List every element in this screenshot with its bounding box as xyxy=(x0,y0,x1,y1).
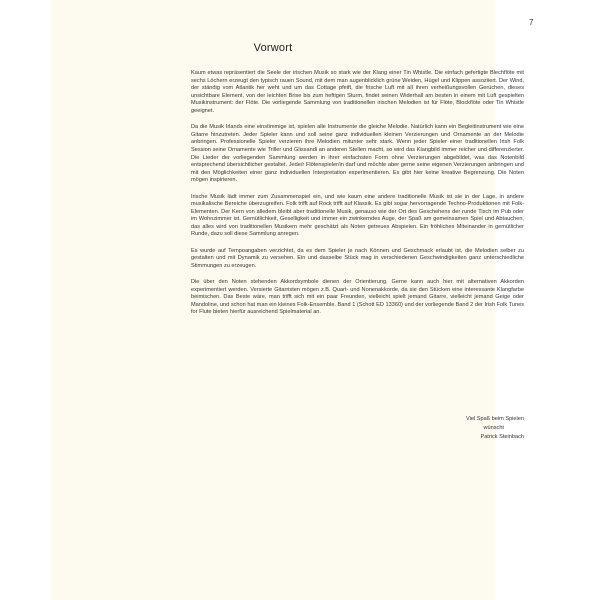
signature-wish: wünscht xyxy=(483,424,504,431)
book-page xyxy=(51,0,534,600)
page-title: Vorwort xyxy=(253,42,293,54)
page-number: 7 xyxy=(529,18,534,27)
paragraph: Kaum etwas repräsentiert die Seele der irischen Musik so stark wie der Klang einer Tin Whistle. Die einfach gefertigte Blechflöte mit sechs Löchern erzeugt den typisch rauen Sound, mit dem man augenblicklich grüne Weiden, Hügel und Klippen assoziiert. Der Wind, der ständig vom Atlantik her weht und um das Cottage pfeift, die frische Luft mit all ihren verheißungsvollen Gerüchen, dieses unsichtbare Element, von der leichten Brise bis zum heftigen Sturm, findet seinen Widerhall am besten in einem mit Luft gespielten Musikinstrument: der Flöte. Die vorliegende Sammlung von traditionellen irischen Melodien ist für Flöte, Blockflöte oder Tin Whistle geeignet. xyxy=(191,70,524,114)
preface-body xyxy=(191,70,524,326)
paragraph: Die über den Noten stehenden Akkordsymbole dienen der Orientierung. Gerne kann auch hier mit alternativen Akkorden experimentiert werden. Versierte Gitarristen mögen z.B. Quart- und Nonenakkorde, da sie den Stücken eine interessante Klangfarbe beimischen. Das Beste wäre, man trifft sich mit ein paar Freunden, vielleicht spielt jemand Gitarre, vielleicht jemand Geige oder Mandoline, und schon hat man ein kleines Folk-Ensemble. Band 1 (Schott ED 13360) und der vorliegende Band 2 der Irish Folk Tunes for Flute bieten hierfür ausreichend Spielmaterial an. xyxy=(191,279,524,316)
paragraph: Da die Musik Irlands eine einstimmige ist, spielen alle Instrumente die gleiche Melodie. Natürlich kann ein Begleitinstrument wie eine Gitarre hinzutreten. Jeder Spieler kann und soll seine ganz individuellen kleinen Verzierungen und Ornamente an der Melodie anbringen. Professionelle Spieler verzieren ihre Melodien mitunter sehr stark. Wenn jeder Spieler einer traditionellen Irish Folk Session seine Ornamente wie Triller und Glissandi an anderen Stellen macht, so wird das Klangbild immer reicher und differenzierter. Die Lieder der vorliegenden Sammlung werden in ihrer einfachsten Form ohne Verzierungen abgebildet, was das Notenbild entsprechend übersichtlicher gestaltet. Jede/r Flötenspieler/in darf und möchte aber gerne seine eigenen Verzierungen anbringen und mit den Möglichkeiten einer ganz individuellen Interpretation experimentieren. Es gibt hier keine kreative Begrenzung. Die Noten mögen inspirieren. xyxy=(191,124,524,184)
signature-author: Patrick Steinbach xyxy=(480,433,524,440)
signature-greeting: Viel Spaß beim Spielen xyxy=(465,416,524,422)
signature-block xyxy=(191,415,524,441)
paragraph: Es wurde auf Tempoangaben verzichtet, da es dem Spieler je nach Können und Geschmack erlaubt ist, die Melodien selber zu gestalten und mit Dynamik zu versehen. Ein und dasselbe Stück mag in verschiedenen Geschwindigkeiten ganz unterschiedliche Stimmungen zu erzeugen. xyxy=(191,247,524,269)
paragraph: Irische Musik lädt immer zum Zusammenspiel ein, und wie kaum eine andere traditionelle Musik ist sie in der Lage, in andere musikalische Bereiche überzugreifen. Folk trifft auf Rock trifft auf Klassik. Es gibt sogar hervorragende Techno-Produktionen mit Folk-Elementen. Der Kern von alledem bleibt aber traditionelle Musik, genauso wie der Ort des Geschehens der runde Tisch im Pub oder im Wohnzimmer ist. Gemütlichkeit, Geselligkeit und immer ein zwinkerndes Auge, der Spaß am gemeinsamen Spiel und Abtauchen, das alles wird von traditionellen Musikern mehr geschätzt als Noten getreues Abspielen. Ein fröhliches Miteinander in gemütlicher Runde, dazu soll diese Sammlung anregen. xyxy=(191,193,524,238)
